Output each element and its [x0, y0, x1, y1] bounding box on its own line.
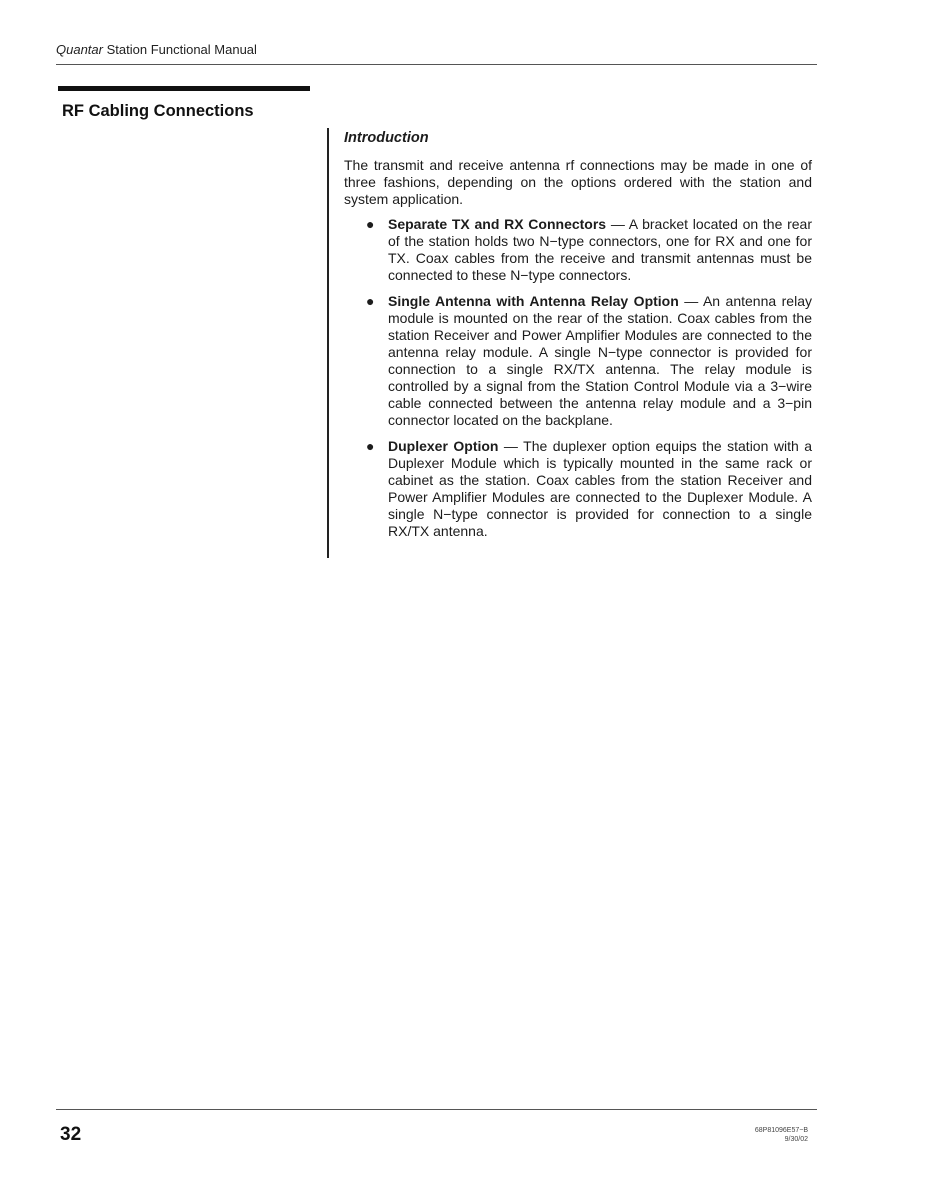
header-brand: Quantar: [56, 42, 103, 57]
header-title: Station Functional Manual: [106, 42, 257, 57]
document-info: [755, 1126, 808, 1144]
column-divider: [327, 128, 329, 558]
subheading: Introduction: [344, 130, 429, 146]
bullet-text: — A bracket located on the rear of the station holds two N−type connectors, one for RX and one for TX. Coax cables from the receive and transmit antennas must be connected to these N−type connectors.: [388, 216, 812, 283]
section-title: RF Cabling Connections: [62, 102, 254, 120]
bullet-text: — An antenna relay module is mounted on the rear of the station. Coax cables from the station Receiver and Power Amplifier Modules are connected to the antenna relay module. A single N−type connector is provided for connection to a single RX/TX antenna. The relay module is controlled by a signal from the Station Control Module via a 3−wire cable connected between the antenna relay module and a 3−pin connector located on the backplane.: [388, 293, 812, 428]
bullet-list: [344, 216, 812, 540]
list-item: [344, 293, 812, 429]
list-item: [344, 438, 812, 540]
doc-number: 68P81096E57−B: [754, 1127, 808, 1134]
main-content: [344, 130, 812, 549]
intro-paragraph: The transmit and receive antenna rf connections may be made in one of three fashions, depending on the options ordered with the station and system application.: [344, 157, 812, 207]
section-bar: [58, 86, 310, 91]
bullet-icon: ●: [366, 293, 375, 309]
list-item: [344, 216, 812, 284]
header-divider: [56, 64, 817, 65]
bullet-term: Single Antenna with Antenna Relay Option: [388, 293, 679, 309]
footer-divider: [56, 1109, 817, 1110]
bullet-icon: ●: [366, 438, 375, 454]
bullet-term: Separate TX and RX Connectors: [388, 216, 607, 232]
page-number: 32: [60, 1124, 82, 1145]
doc-date: 9/30/02: [784, 1136, 808, 1143]
running-header: [56, 42, 257, 57]
bullet-icon: ●: [366, 216, 375, 232]
bullet-term: Duplexer Option: [388, 438, 499, 454]
bullet-text: — The duplexer option equips the station with a Duplexer Module which is typically mounted in the same rack or cabinet as the station. Coax cables from the station Receiver and Power Amplifier Modules are connected to the Duplexer Module. A single N−type connector is provided for connection to a single RX/TX antenna.: [388, 438, 812, 539]
